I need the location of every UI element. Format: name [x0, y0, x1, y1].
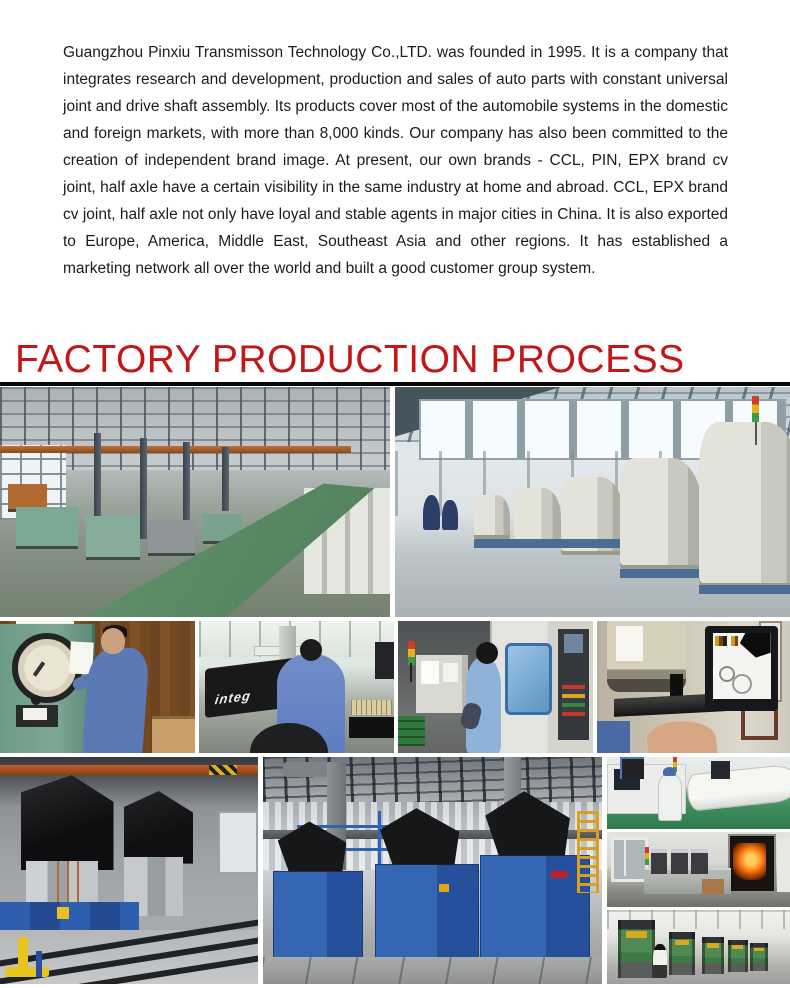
- signal-tower: [408, 641, 415, 665]
- signal-tower: [645, 847, 649, 865]
- cnc-machine: [620, 458, 703, 568]
- signal-tower-pole: [755, 422, 757, 445]
- worker-figure: [442, 500, 458, 530]
- yellow-ladder: [577, 811, 598, 893]
- section-title: FACTORY PRODUCTION PROCESS: [15, 338, 685, 381]
- photo-furnace-row: [263, 757, 602, 984]
- side-table: [152, 716, 195, 753]
- window-mullion: [624, 837, 626, 876]
- monitor: [711, 761, 729, 778]
- photo-cnc-machining-centers: [395, 387, 790, 617]
- cnc-machine: [699, 422, 790, 588]
- blue-pipe-frame: [378, 811, 381, 870]
- machine-window: [505, 643, 552, 715]
- quench-furnace: [480, 855, 590, 968]
- quench-furnace: [375, 864, 479, 964]
- brand-plate: [551, 871, 567, 878]
- hydraulic-press: [750, 943, 768, 971]
- hydraulic-press: [728, 940, 748, 973]
- steel-column: [183, 442, 190, 525]
- fixture: [671, 853, 687, 874]
- worker-cap: [663, 767, 676, 776]
- cmm-brand-label: integ: [213, 687, 252, 707]
- monitor: [375, 642, 395, 679]
- photo-quenching-station: [607, 832, 790, 907]
- photo-optical-projector: [597, 621, 790, 753]
- photo-press-line: [607, 910, 790, 984]
- signal-tower-pole: [410, 663, 412, 681]
- title-underline: [0, 382, 790, 386]
- cardboard-box: [702, 879, 724, 894]
- toolbar-icons: [715, 636, 738, 647]
- steel-column: [140, 438, 147, 539]
- worker-head: [476, 642, 498, 664]
- photo-cnc-lathe-operator: [398, 621, 593, 753]
- yellow-gas-pipe: [18, 937, 28, 973]
- crane-rail: [0, 446, 351, 453]
- machine-base: [620, 569, 703, 578]
- window: [218, 811, 258, 874]
- worker-figure: [82, 645, 150, 753]
- monitor: [620, 757, 644, 779]
- cleanroom-worker: [658, 773, 682, 821]
- steel-column: [222, 447, 229, 511]
- green-rack: [398, 716, 425, 746]
- signal-tower: [752, 396, 759, 422]
- company-intro-paragraph: Guangzhou Pinxiu Transmisson Technology Co.,LTD. was founded in 1995. It is a company that integrates research and development, production and sales of auto parts with constant universal joint and drive shaft assembly. Its products cover most of the automobile systems in the domestic and foreign markets, with more than 8,000 kinds. Our company has also been committed to the creation of independent brand image. At present, our own brands - CCL, PIN, EPX brand cv joint, half axle have a certain visibility in the same industry at home and abroad. CCL, EPX brand cv joint, half axle not only have loyal and stable agents in major cities in China. It is also exported to Europe, America, Middle East, Southeast Asia and other regions. It has established a marketing network all over the world and built a good customer group system.: [63, 43, 728, 277]
- fixture: [691, 853, 707, 874]
- posted-sheet: [421, 661, 439, 685]
- keyboard: [351, 700, 392, 715]
- operator-sleeve: [597, 721, 630, 753]
- quench-furnace: [273, 871, 363, 959]
- cnc-machine: [474, 495, 510, 539]
- photo-cmm-station: [199, 621, 394, 753]
- keyboard-tray: [349, 717, 394, 738]
- photo-hardness-tester: [0, 621, 195, 753]
- hydraulic-press: [669, 932, 695, 975]
- hazard-stripe-block: [209, 765, 237, 775]
- hydraulic-press: [618, 920, 655, 978]
- window: [611, 837, 648, 882]
- photo-smt-room: [607, 757, 790, 829]
- blue-pipe: [36, 951, 42, 977]
- worker-figure: [423, 495, 441, 530]
- fixture: [651, 853, 667, 874]
- panel-buttons: [562, 682, 585, 716]
- furnace-hood: [21, 775, 114, 870]
- posted-note: [616, 626, 643, 660]
- measure-circle: [732, 674, 752, 694]
- floor: [263, 957, 602, 984]
- worker-figure: [653, 944, 668, 978]
- machine-base: [474, 539, 624, 548]
- warning-label: [57, 907, 69, 919]
- machine-unit: [86, 516, 141, 560]
- factory-photo-gallery: [0, 387, 790, 984]
- hydraulic-press: [702, 937, 724, 974]
- cnc-machine: [514, 488, 561, 546]
- photo-heat-treatment-line: [0, 757, 258, 984]
- machine-unit: [16, 507, 78, 549]
- furnace-glow: [733, 843, 766, 881]
- reflow-oven: [686, 763, 790, 811]
- white-cabinet: [777, 838, 790, 892]
- worker-head: [101, 628, 125, 654]
- posted-sheet: [443, 663, 459, 681]
- machine-base: [699, 585, 790, 594]
- machine-unit: [148, 520, 195, 555]
- panel-screen: [564, 634, 584, 652]
- paper-tape: [23, 708, 46, 720]
- furnace-hood: [124, 791, 194, 864]
- photo-machining-workshop-hall: [0, 387, 390, 617]
- operator-arm: [645, 718, 718, 753]
- control-box: [439, 884, 449, 892]
